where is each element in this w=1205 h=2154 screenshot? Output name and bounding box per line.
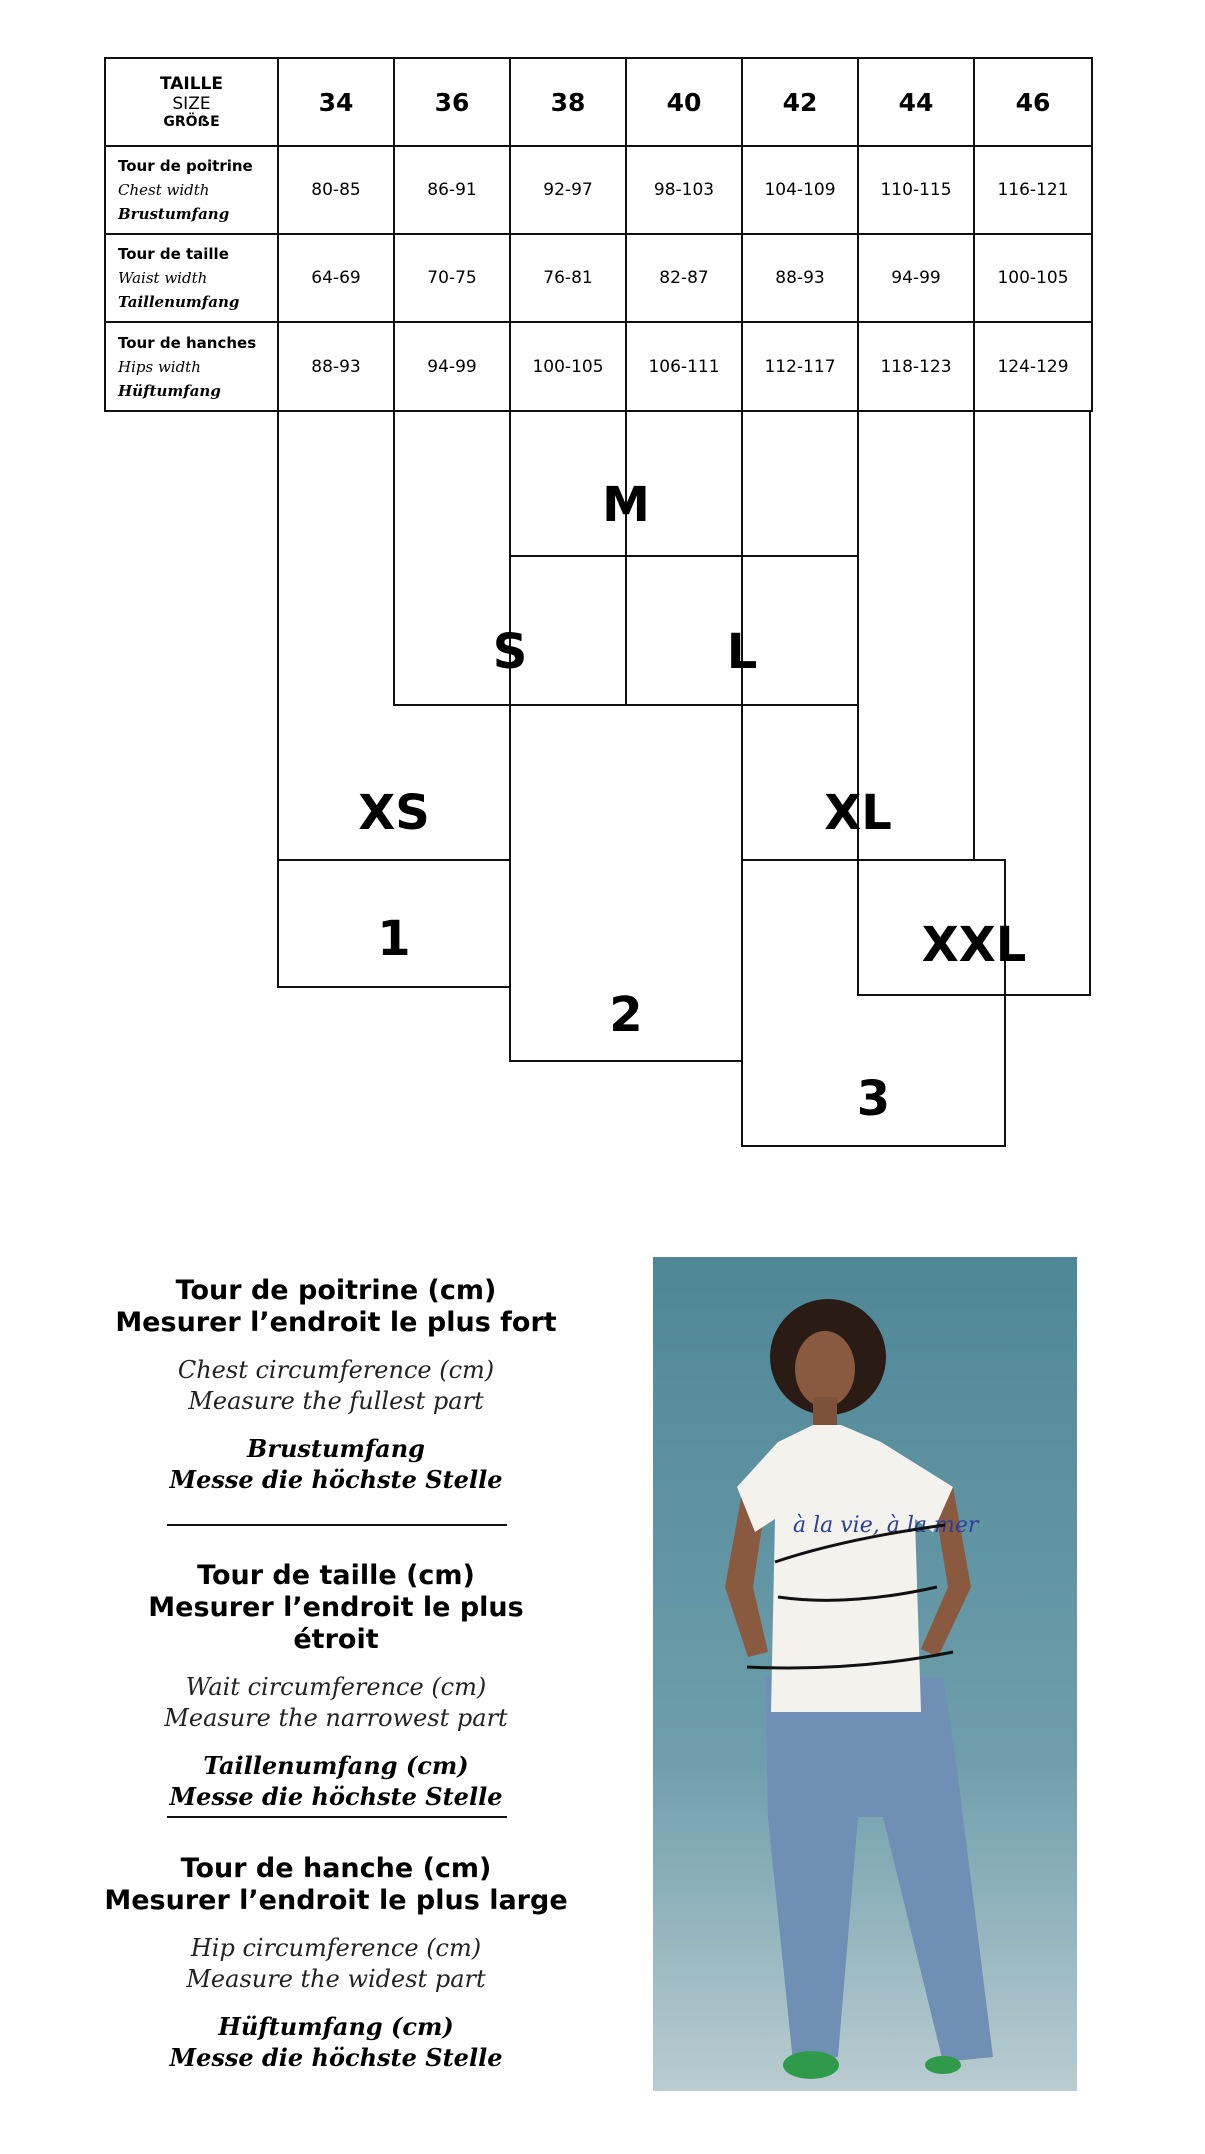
size-label-xs: XS (358, 785, 430, 841)
left-shoe (783, 2051, 839, 2079)
right-shoe (925, 2056, 961, 2074)
waist-label-cell (105, 234, 278, 322)
chest-subtitle-en: Measure the fullest part (188, 1387, 484, 1415)
size-label-s: S (492, 624, 528, 680)
waist-subtitle-de: Messe die höchste Stelle (169, 1782, 503, 1811)
hips-row (105, 322, 1092, 411)
waist-title-en: Wait circumference (cm) (185, 1673, 487, 1701)
chest-label-de: Brustumfang (118, 205, 230, 223)
chest-title-fr: Tour de poitrine (cm) (175, 1275, 497, 1306)
table-cell: 104-109 (742, 146, 858, 234)
size-42: 42 (742, 58, 858, 146)
table-cell: 100-105 (510, 322, 626, 411)
table-cell: 64-69 (278, 234, 394, 322)
waist-label-fr: Tour de taille (118, 245, 229, 263)
shirt-print: à la vie, à la mer (793, 1513, 979, 1538)
size-header-row (105, 58, 1092, 146)
table-cell: 88-93 (278, 322, 394, 411)
table-cell: 110-115 (858, 146, 974, 234)
waist-label-en: Waist width (118, 269, 208, 287)
header-size: SIZE (172, 94, 211, 114)
waist-subtitle-en: Measure the narrowest part (164, 1704, 508, 1732)
hips-instructions (104, 1853, 568, 2073)
hips-title-en: Hip circumference (cm) (190, 1934, 482, 1962)
waist-row (105, 234, 1092, 322)
table-cell: 116-121 (974, 146, 1092, 234)
size-label-1: 1 (377, 911, 411, 967)
hips-label-en: Hips width (118, 357, 201, 376)
model-illustration (653, 1257, 1077, 2091)
table-cell: 124-129 (974, 322, 1092, 411)
table-cell: 76-81 (510, 234, 626, 322)
hips-subtitle-fr: Mesurer l’endroit le plus large (104, 1885, 568, 1916)
size-table (104, 57, 1093, 412)
chest-title-en: Chest circumference (cm) (177, 1356, 495, 1384)
chest-title-de: Brustumfang (247, 1434, 425, 1463)
table-cell: 82-87 (626, 234, 742, 322)
table-cell: 94-99 (858, 234, 974, 322)
size-label-l: L (726, 624, 758, 680)
chest-subtitle-de: Messe die höchste Stelle (169, 1465, 503, 1494)
table-cell: 94-99 (394, 322, 510, 411)
size-44: 44 (858, 58, 974, 146)
table-cell: 98-103 (626, 146, 742, 234)
hips-title-fr: Tour de hanche (cm) (180, 1853, 492, 1884)
size-36: 36 (394, 58, 510, 146)
size-38: 38 (510, 58, 626, 146)
size-label-3: 3 (856, 1071, 891, 1127)
table-cell: 106-111 (626, 322, 742, 411)
waist-subtitle-fr: Mesurer l’endroit le plus étroit (148, 1592, 524, 1655)
neck (813, 1397, 837, 1427)
hips-label-fr: Tour de hanches (118, 333, 257, 352)
chest-subtitle-fr: Mesurer l’endroit le plus fort (115, 1307, 557, 1338)
hips-subtitle-de: Messe die höchste Stelle (169, 2043, 503, 2072)
hips-subtitle-en: Measure the widest part (186, 1965, 486, 1993)
waist-title-fr: Tour de taille (cm) (197, 1560, 475, 1591)
hips-label-de: Hüftumfang (118, 381, 221, 400)
chest-label-en: Chest width (118, 181, 210, 199)
size-34: 34 (278, 58, 394, 146)
header-taille: TAILLE (159, 74, 224, 94)
waist-label-de: Taillenumfang (118, 293, 240, 311)
size-label-xl: XL (824, 785, 892, 841)
divider (167, 1816, 507, 1818)
hips-title-de: Hüftumfang (cm) (218, 2012, 454, 2041)
chest-row (105, 146, 1092, 234)
table-cell: 100-105 (974, 234, 1092, 322)
chest-label-cell (105, 146, 278, 234)
chest-instructions (104, 1275, 568, 1495)
face (795, 1331, 855, 1407)
waist-instructions (104, 1560, 568, 1812)
size-40: 40 (626, 58, 742, 146)
table-cell: 70-75 (394, 234, 510, 322)
header-grosse: GRÖẞE (163, 114, 220, 130)
table-cell: 118-123 (858, 322, 974, 411)
hips-label-cell (105, 322, 278, 411)
table-cell: 86-91 (394, 146, 510, 234)
divider (167, 1524, 507, 1526)
model-photo (653, 1257, 1077, 2091)
size-label-m: M (602, 477, 650, 533)
table-cell: 80-85 (278, 146, 394, 234)
table-cell: 92-97 (510, 146, 626, 234)
size-header-label-cell (105, 58, 278, 146)
waist-title-de: Taillenumfang (cm) (203, 1751, 469, 1780)
size-46: 46 (974, 58, 1092, 146)
chest-label-fr: Tour de poitrine (118, 157, 253, 175)
size-label-2: 2 (609, 987, 643, 1043)
size-label-xxl: XXL (921, 917, 1027, 973)
xxl-bottom-cover (857, 994, 1091, 996)
table-cell: 112-117 (742, 322, 858, 411)
table-cell: 88-93 (742, 234, 858, 322)
